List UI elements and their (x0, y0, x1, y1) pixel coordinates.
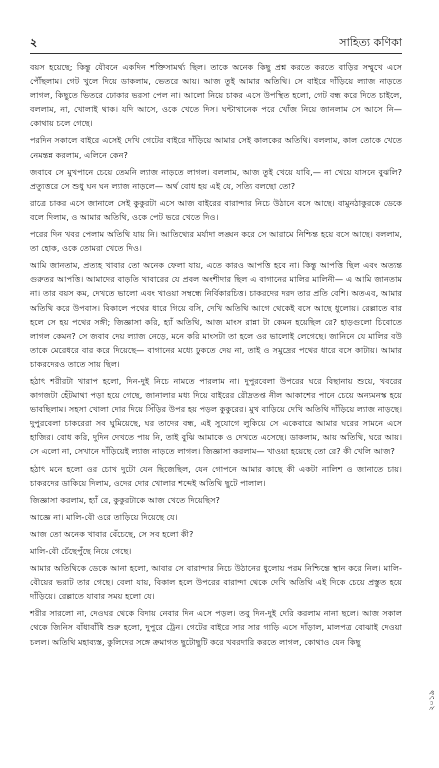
page-number: ২ (30, 36, 38, 49)
side-number: ২০১৯ (427, 690, 436, 711)
paragraph: শরীর সারলো না, দেওঘর থেকে বিদায় নেবার দিন এসে পড়ল। তবু দিন-দুই দেরি করলাম নানা ছলে। আজ সকাল থেকে জিনিস বাঁধাবাঁধি শুরু হলো, দুপুরে ট্রেন। গেটের বাইরে সার সার গাড়ি এসে দাঁড়াল, মালপত্র বোঝাই দেওয়া চলল। অতিথি মহাব্যস্ত, কুলিদের সঙ্গে ক্রমাগত ছুটোছুটি করে খবরদারি করতে লাগল, কোথাও যেন কিছু (30, 608, 402, 647)
header-rule (30, 53, 402, 54)
paragraph: বয়স হয়েছে; কিন্তু যৌবনে একদিন শক্তিসামর্থ্য ছিল। তাকে অনেক কিছু প্রশ্ন করতে করতে বাড়ির সম্মুখে এসে পৌঁছলাম। গেট খুলে দিয়ে ডাকলাম, ভেতরে আয়। আজ তুই আমার অতিথি। সে বাইরে দাঁড়িয়ে ল্যাজ নাড়তে লাগল, কিছুতে ভিতরে ঢোকার ভরসা পেল না। আলো নিয়ে চাকর এসে উপস্থিত হলো, গেট বন্ধ করে দিতে চাইলে, বললাম, না, খোলাই থাক। যদি আসে, ওকে খেতে দিস। ঘন্টাখানেক পরে খোঁজ নিয়ে জানলাম সে আসে নি— কোথায় চলে গেছে। (30, 62, 402, 129)
paragraph: জবাবে সে মুখপানে চেয়ে তেমনি ল্যাজ নাড়তে লাগল। বললাম, আজ তুই খেয়ে যাবি,— না খেয়ে যাসনে বুঝলি? প্রত্যুত্তরে সে শুধু ঘন ঘন ল্যাজ নাড়লে— অর্থ বোধ হয় এই যে, সত্যি বলছো তো? (30, 166, 402, 191)
paragraph: আজ তো অনেক খাবার বেঁচেছে, সে সব হলো কী? (30, 528, 194, 539)
page-header (30, 34, 402, 52)
paragraph: রাত্রে চাকর এসে জানালে সেই কুকুরটা এসে আজ বাইরের বারান্দার নিচে উঠানে বসে আছে। বামুনঠাকুরকে ডেকে বলে দিলাম, ও আমার অতিথি, ওকে পেট ভরে খেতে দিও। (30, 197, 402, 222)
paragraph: হঠাৎ শরীরটা খারাপ হলো, দিন-দুই নিচে নামতে পারলাম না। দুপুরবেলা উপরের ঘরে বিছানায় শুয়ে, খবরের কাগজটা হেঁটমাথা পড়া হয়ে গেছে, জানালার মধ্য দিয়ে বাইরের রৌদ্রতপ্ত নীল আকাশের পানে চেয়ে অন্যমনস্ক হয়ে ভাবছিলাম। সহসা খোলা দোর দিয়ে সিঁড়ির উপর হয় পড়ল কুকুরের। মুখ বাড়িয়ে দেখি অতিথি দাঁড়িয়ে ল্যাজ নাড়ছে। দুপুরবেলা চাকরেরা সব ঘুমিয়েছে, ঘর তাদের বন্ধ, এই সুযোগে লুকিয়ে সে একেবারে আমার ঘরের সামনে এসে হাজির। বোধ করি, দুদিন দেখতে পায় নি, তাই বুঝি আমাকে ও দেখতে এসেছে। ডাকলাম, আয় অতিথি, ঘরে আয়। সে এলো না, সেখানে দাঁড়িয়েই ল্যাজ নাড়তে লাগল। জিজ্ঞাসা করলাম— খাওয়া হয়েছে তো রে? কী খেলি আজ? (30, 375, 402, 457)
paragraph: আমার অতিথিকে ডেকে আনা হলো, আবার সে বারান্দার নিচে উঠানের ধুলোয় পরম নিশ্চিন্তে স্থান করে নিল। মালি-বৌয়ের ভরাট তার গেছে। বেলা যায়, বিকাল হলে উপরের বারান্দা থেকে দেখি অতিথি এই দিকে চেয়ে প্রস্তুত হয়ে দাঁড়িয়ে। রেল্লাতে যাবার সময় হলো যে। (30, 563, 402, 602)
paragraph: আমি জানতাম, প্রত্যহ খাবার তো অনেক ফেলা যায়, এতে কারও আপত্তি হবে না। কিন্তু আপত্তি ছিল এবং অত্যন্ত গুরুতর আপত্তি। আমাদের বাড়তি খাবারের যে প্রবল অংশীদার ছিল এ বাগানের মালির মালিনী— এ আমি জানতাম না। তার বয়স কম, দেখতে ভালো এবং খাওয়া সম্বন্ধে নির্বিকারচিত্ত। চাকরদের দরদ তার প্রতি বেশি। অতএব, আমার অতিথি করে উপবাস। বিকালে পথের ধারে গিয়ে বসি, দেখি অতিথি আগে থেকেই বসে আছে ধুলোয়। রেল্লাতে বার হলে সে হয় পথের সঙ্গী; জিজ্ঞাসা করি, হ্যাঁ অতিথি, আজ মাংস রান্না টা কেমন হয়েছিল রে? হাড়গুলো চিবোতে লাগল কেমন? সে জবাব দেয় ল্যাজ নেড়ে, মনে করি মাংসটা তা হলে ওর ভালোই লেগেছে। জানিনে যে মালির বউ তাকে মেরেধরে বার করে দিয়েছে— বাগানের মধ্যে ঢুকতে দেয় না, তাই ও সমুদ্রের পথের ধারে বসে কাটায়। আমার চাকরদেরও তাতে সায় ছিল। (30, 260, 402, 369)
paragraph: মালি-বৌ চেঁছেপুঁছে নিয়ে গেছে। (30, 546, 132, 556)
paragraph: জিজ্ঞাসা করলাম, হ্যাঁ রে, কুকুরটাকে আজ খেতে দিয়েছিস? (30, 494, 220, 505)
book-title: সাহিত্য কণিকা (339, 36, 402, 49)
paragraph: পরদিন সকালে বাইরে এসেই দেখি গেটের বাইরে দাঁড়িয়ে আমার সেই কালকের অতিথি। বললাম, কাল তোকে খেতে নেমন্তন্ন করলাম, এলিনে কেন? (30, 135, 402, 160)
paragraph: পরের দিন খবর পেলাম অতিথি যায় নি। আতিথ্যের মর্যাদা লঙ্ঘন করে সে আরামে নিশ্চিন্ত হয়ে বসে আছে। বললাম, তা হোক, ওকে তোমরা খেতে দিও। (30, 229, 402, 254)
paragraph: আজ্ঞে না। মালি-বৌ ওরে তাড়িয়ে দিয়েছে যে। (30, 511, 178, 522)
paragraph: হঠাৎ মনে হলো ওর চোখ দুটো যেন ছিজেছিল, যেন গোপনে আমার কাছে কী একটা নালিশ ও জানাতে চায়। চাকরদের ডাকিয়ে দিলাম, ওদের দোর খোলার শব্দেই অতিথি ছুটে পালাল। (30, 463, 402, 488)
body-text (30, 60, 402, 652)
